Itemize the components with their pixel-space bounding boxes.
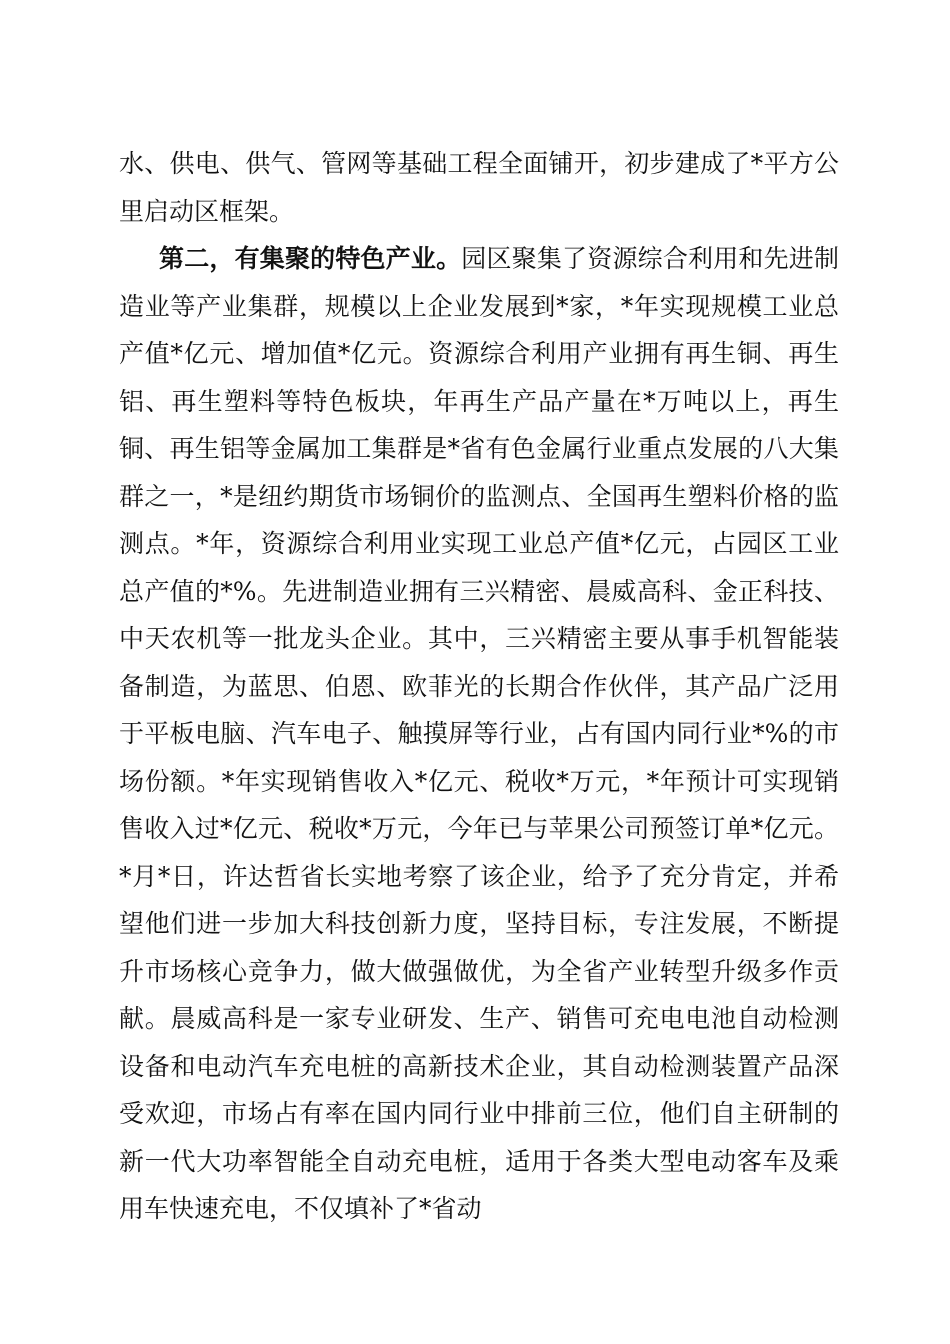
paragraph-1 bbox=[119, 140, 839, 235]
paragraph-2 bbox=[119, 235, 839, 1233]
paragraph-1-text: 水、供电、供气、管网等基础工程全面铺开，初步建成了*平方公里启动区框架。 bbox=[119, 149, 839, 226]
paragraph-2-heading: 第二，有集聚的特色产业。 bbox=[159, 244, 462, 273]
document-body bbox=[119, 140, 839, 1233]
paragraph-2-text: 园区聚集了资源综合利用和先进制造业等产业集群，规模以上企业发展到*家，*年实现规模工业总产值*亿元、增加值*亿元。资源综合利用产业拥有再生铜、再生铝、再生塑料等特色板块，年再生产品产量在*万吨以上，再生铜、再生铝等金属加工集群是*省有色金属行业重点发展的八大集群之一，*是纽约期货市场铜价的监测点、全国再生塑料价格的监测点。*年，资源综合利用业实现工业总产值*亿元，占园区工业总产值的*%。先进制造业拥有三兴精密、晨威高科、金正科技、中天农机等一批龙头企业。其中，三兴精密主要从事手机智能装备制造，为蓝思、伯恩、欧菲光的长期合作伙伴，其产品广泛用于平板电脑、汽车电子、触摸屏等行业，占有国内同行业*%的市场份额。*年实现销售收入*亿元、税收*万元，*年预计可实现销售收入过*亿元、税收*万元，今年已与苹果公司预签订单*亿元。*月*日，许达哲省长实地考察了该企业，给予了充分肯定，并希望他们进一步加大科技创新力度，坚持目标，专注发展，不断提升市场核心竞争力，做大做强做优，为全省产业转型升级多作贡献。晨威高科是一家专业研发、生产、销售可充电电池自动检测设备和电动汽车充电桩的高新技术企业，其自动检测装置产品深受欢迎，市场占有率在国内同行业中排前三位，他们自主研制的新一代大功率智能全自动充电桩，适用于各类大型电动客车及乘用车快速充电，不仅填补了*省动 bbox=[119, 244, 839, 1223]
